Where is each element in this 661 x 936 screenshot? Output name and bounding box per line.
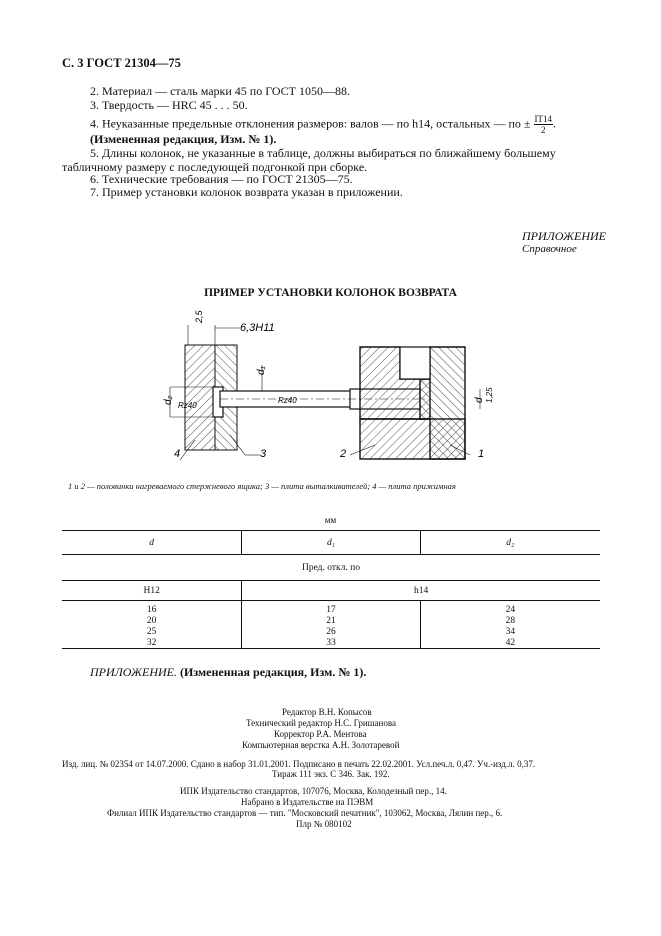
cell-d1: 21 [242, 616, 420, 627]
dim-d2: d₂ [163, 395, 174, 405]
appendix-amendment-text: (Измененная редакция, Изм. № 1). [179, 665, 367, 679]
technical-drawing [150, 305, 500, 475]
appendix-amendment-label: ПРИЛОЖЕНИЕ. [90, 665, 177, 679]
cell-d1: 17 [242, 605, 420, 616]
table-row [62, 605, 600, 616]
page-header: С. 3 ГОСТ 21304—75 [62, 56, 181, 70]
table-row [62, 627, 600, 638]
dimension-table [62, 530, 600, 649]
item-5-line1: 5. Длины колонок, не указанные в таблице, должны выбираться по ближайшему большему [90, 146, 556, 160]
item-7: 7. Пример установки колонок возврата указан в приложении. [90, 185, 403, 199]
item-3: 3. Твердость — HRC 45 . . . 50. [90, 98, 248, 112]
imprint-license: Изд. лиц. № 02354 от 14.07.2000. Сдано в набор 31.01.2001. Подписано в печать 22.02.2001. Усл.печ.л. 0,47. Уч.-изд.л. 0,37. [62, 759, 536, 769]
imprint-plr: Плр № 080102 [296, 819, 352, 829]
roughness-mid: Rz40 [278, 396, 297, 405]
tolerance-fraction [534, 114, 557, 135]
tolerance-h12: H12 [62, 581, 242, 601]
dim-2-5: 2,5 [194, 310, 204, 323]
appendix-label: ПРИЛОЖЕНИЕ [522, 229, 606, 243]
imprint-branch: Филиал ИПК Издательство стандартов — тип. "Московский печатник", 103062, Москва, Лялин пер., 6. [107, 808, 503, 818]
item-4-text: 4. Неуказанные предельные отклонения размеров: валов — по h14, остальных — по ± [90, 116, 531, 131]
callout-3: 3 [260, 448, 267, 460]
cell-d: 20 [146, 616, 157, 626]
table-row [62, 616, 600, 627]
table-header-row [62, 531, 600, 555]
imprint-typeset: Набрано в Издательстве на ПЭВМ [241, 797, 374, 807]
plate-4 [185, 345, 215, 450]
fit-6-3h11: 6,3H11 [240, 322, 275, 334]
table-tolerance-row [62, 581, 600, 601]
imprint-run: Тираж 111 экз. С 346. Зак. 192. [272, 769, 390, 779]
header-d2: d₂ [420, 531, 600, 555]
drawing-caption: 1 и 2 — половинки нагреваемого стержневого ящика; 3 — плита выталкивателей; 4 — плита прижимная [68, 481, 456, 491]
imprint-layout: Компьютерная верстка А.Н. Золотаревой [242, 740, 400, 750]
table-row [62, 638, 600, 649]
drawing-title: ПРИМЕР УСТАНОВКИ КОЛОНОК ВОЗВРАТА [204, 287, 457, 299]
dim-1-25: 1,25 [485, 387, 494, 403]
table-subheader-row [62, 555, 600, 581]
header-d: d [62, 531, 242, 555]
table-unit: мм [324, 515, 337, 525]
tolerance-subheader: Пред. откл. по [62, 555, 600, 581]
callout-2: 2 [340, 448, 347, 460]
item-2: 2. Материал — сталь марки 45 по ГОСТ 1050—88. [90, 84, 351, 98]
callout-1: 1 [478, 448, 485, 460]
cell-d2: 24 [420, 605, 600, 616]
dim-d1: d₁ [256, 366, 267, 375]
header-d1: d₁ [242, 531, 420, 555]
imprint-tech-editor: Технический редактор Н.С. Гришанова [246, 718, 396, 728]
cell-d1: 26 [242, 627, 420, 638]
cell-d: 32 [62, 638, 242, 649]
cell-d1: 33 [242, 638, 420, 649]
fraction-denominator: 2 [541, 125, 546, 135]
cell-d: 25 [146, 627, 157, 637]
item-5-line2: табличному размеру с последующей подгонкой при сборке. [62, 160, 368, 174]
imprint-editor: Редактор В.Н. Копысов [282, 707, 372, 717]
appendix-amendment [90, 665, 366, 679]
dim-d: d [474, 397, 485, 403]
cell-d: 16 [146, 605, 157, 615]
cell-d2: 28 [420, 616, 600, 627]
item-6: 6. Технические требования — по ГОСТ 21305—75. [90, 172, 353, 186]
amendment-note: (Измененная редакция, Изм. № 1). [90, 132, 277, 146]
item-4-end: . [553, 116, 557, 131]
roughness-left: Rz40 [178, 401, 197, 410]
imprint-corrector: Корректор Р.А. Ментова [274, 729, 367, 739]
tolerance-h14: h14 [242, 581, 600, 601]
cell-d2: 42 [420, 638, 600, 649]
callout-4: 4 [174, 448, 181, 460]
cell-d2: 34 [420, 627, 600, 638]
appendix-type: Справочное [522, 243, 577, 255]
imprint-ipk: ИПК Издательство стандартов, 107076, Москва, Колодезный пер., 14. [180, 786, 447, 796]
fraction-numerator: IT14 [534, 114, 553, 124]
